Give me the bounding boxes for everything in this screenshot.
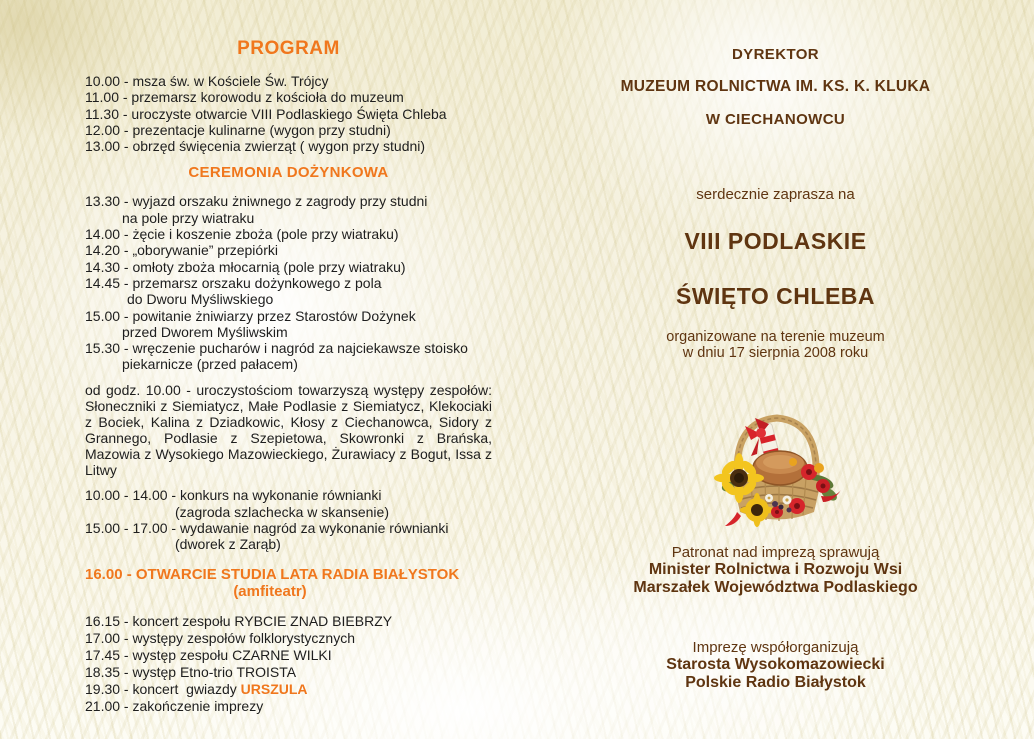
schedule-line: 12.00 - prezentacje kulinarne (wygon przy studni) — [85, 121, 391, 138]
schedule-line: 11.00 - przemarsz korowodu z kościoła do muzeum — [85, 89, 404, 106]
event-title-line2: ŚWIĘTO CHLEBA — [675, 283, 876, 309]
event-title-line1: VIII PODLASKIE — [684, 228, 867, 254]
coorganizer-radio: Polskie Radio Białystok — [685, 673, 866, 691]
invitation-page — [517, 0, 1034, 739]
city-line: W CIECHANOWCU — [705, 111, 846, 128]
schedule-line: 18.35 - występ Etno-trio TROISTA — [85, 663, 297, 680]
star-concert-name: URSZULA — [240, 680, 308, 697]
ceremony-schedule-block — [85, 193, 492, 372]
radio-highlight-line: 16.00 - OTWARCIE STUDIA LATA RADIA BIAŁYSTOK — [85, 565, 460, 583]
schedule-line: 14.20 - „oborywanie” przepiórki — [85, 242, 278, 259]
ceremony-section-title: CEREMONIA DOŻYNKOWA — [188, 164, 389, 182]
organized-line1: organizowane na terenie muzeum — [666, 329, 885, 345]
ensembles-paragraph: od godz. 10.00 - uroczystościom towarzyszą występy zespołów: Słoneczniki z Siemiatycz, Małe Podlasie z Siemiatycz, Klekociaki z Bociek, Kalina z Dziadkowic, Kłosy z Ciechanowca, Sidory z Grannego, Podlasie z Szepietowa, Skowronki z Brańska, Mazowia z Wysokiego Mazowieckiego, Żurawiacy z Bogut, Issa z Litwy — [85, 381, 492, 479]
schedule-morning-block — [85, 73, 492, 154]
patron-minister: Minister Rolnictwa i Rozwoju Wsi — [648, 561, 903, 578]
schedule-line: 15.00 - powitanie żniwiarzy przez Starostów Dożynek — [85, 307, 416, 324]
schedule-line: 10.00 - 14.00 - konkurs na wykonanie równianki — [85, 487, 382, 504]
schedule-line-continuation: przed Dworem Myśliwskim — [122, 323, 288, 340]
schedule-line: 17.45 - występ zespołu CZARNE WILKI — [85, 646, 332, 663]
coorganizer-starosta: Starosta Wysokomazowiecki — [666, 656, 885, 673]
coorganizers-intro: Imprezę współorganizują — [692, 639, 859, 656]
radio-highlight-venue: (amfiteatr) — [233, 582, 307, 600]
schedule-line: 14.30 - omłoty zboża młocarnią (pole przy wiatraku) — [85, 258, 406, 275]
schedule-line: 15.00 - 17.00 - wydawanie nagród za wykonanie równianki — [85, 519, 449, 536]
patronage-intro: Patronat nad imprezą sprawują — [671, 544, 880, 561]
schedule-line-continuation: (dworek z Zarąb) — [175, 536, 281, 553]
director-line: DYREKTOR — [731, 46, 820, 63]
schedule-line: 17.00 - występy zespołów folklorystycznych — [85, 629, 355, 646]
schedule-line: 21.00 - zakończenie imprezy — [85, 697, 264, 714]
schedule-line-continuation: (zagroda szlachecka w skansenie) — [175, 503, 389, 520]
schedule-line-continuation: do Dworu Myśliwskiego — [127, 291, 274, 308]
organized-line2: w dniu 17 sierpnia 2008 roku — [682, 344, 869, 361]
program-title: PROGRAM — [237, 38, 340, 59]
schedule-line: 14.45 - przemarsz orszaku dożynkowego z pola — [85, 274, 382, 291]
schedule-line: 16.15 - koncert zespołu RYBCIE ZNAD BIEBRZY — [85, 612, 393, 629]
contest-schedule-block — [85, 487, 492, 552]
evening-schedule-block — [85, 613, 492, 715]
invitation-phrase: serdecznie zaprasza na — [696, 186, 855, 203]
schedule-line-continuation: piekarnicze (przed pałacem) — [122, 356, 298, 373]
museum-name-line: MUZEUM ROLNICTWA IM. KS. K. KLUKA — [620, 78, 931, 95]
schedule-line-star-concert — [85, 681, 492, 698]
schedule-line: 10.00 - msza św. w Kościele Św. Trójcy — [85, 73, 329, 89]
schedule-line: 13.30 - wyjazd orszaku żniwnego z zagrody przy studni — [85, 193, 428, 210]
schedule-line: 14.00 - żęcie i koszenie zboża (pole przy wiatraku) — [85, 226, 399, 243]
bread-basket-image — [547, 398, 1004, 529]
schedule-line: 13.00 - obrzęd święcenia zwierząt ( wygon przy studni) — [85, 138, 426, 155]
schedule-line: 15.30 - wręczenie pucharów i nagród za najciekawsze stoisko — [85, 340, 468, 357]
star-concert-prefix: 19.30 - koncert gwiazdy — [85, 680, 241, 697]
radio-highlight-block — [85, 566, 492, 600]
schedule-line-continuation: na pole przy wiatraku — [122, 209, 255, 226]
schedule-line: 11.30 - uroczyste otwarcie VIII Podlaskiego Święta Chleba — [85, 105, 447, 122]
patron-marshal: Marszałek Województwa Podlaskiego — [633, 578, 918, 596]
